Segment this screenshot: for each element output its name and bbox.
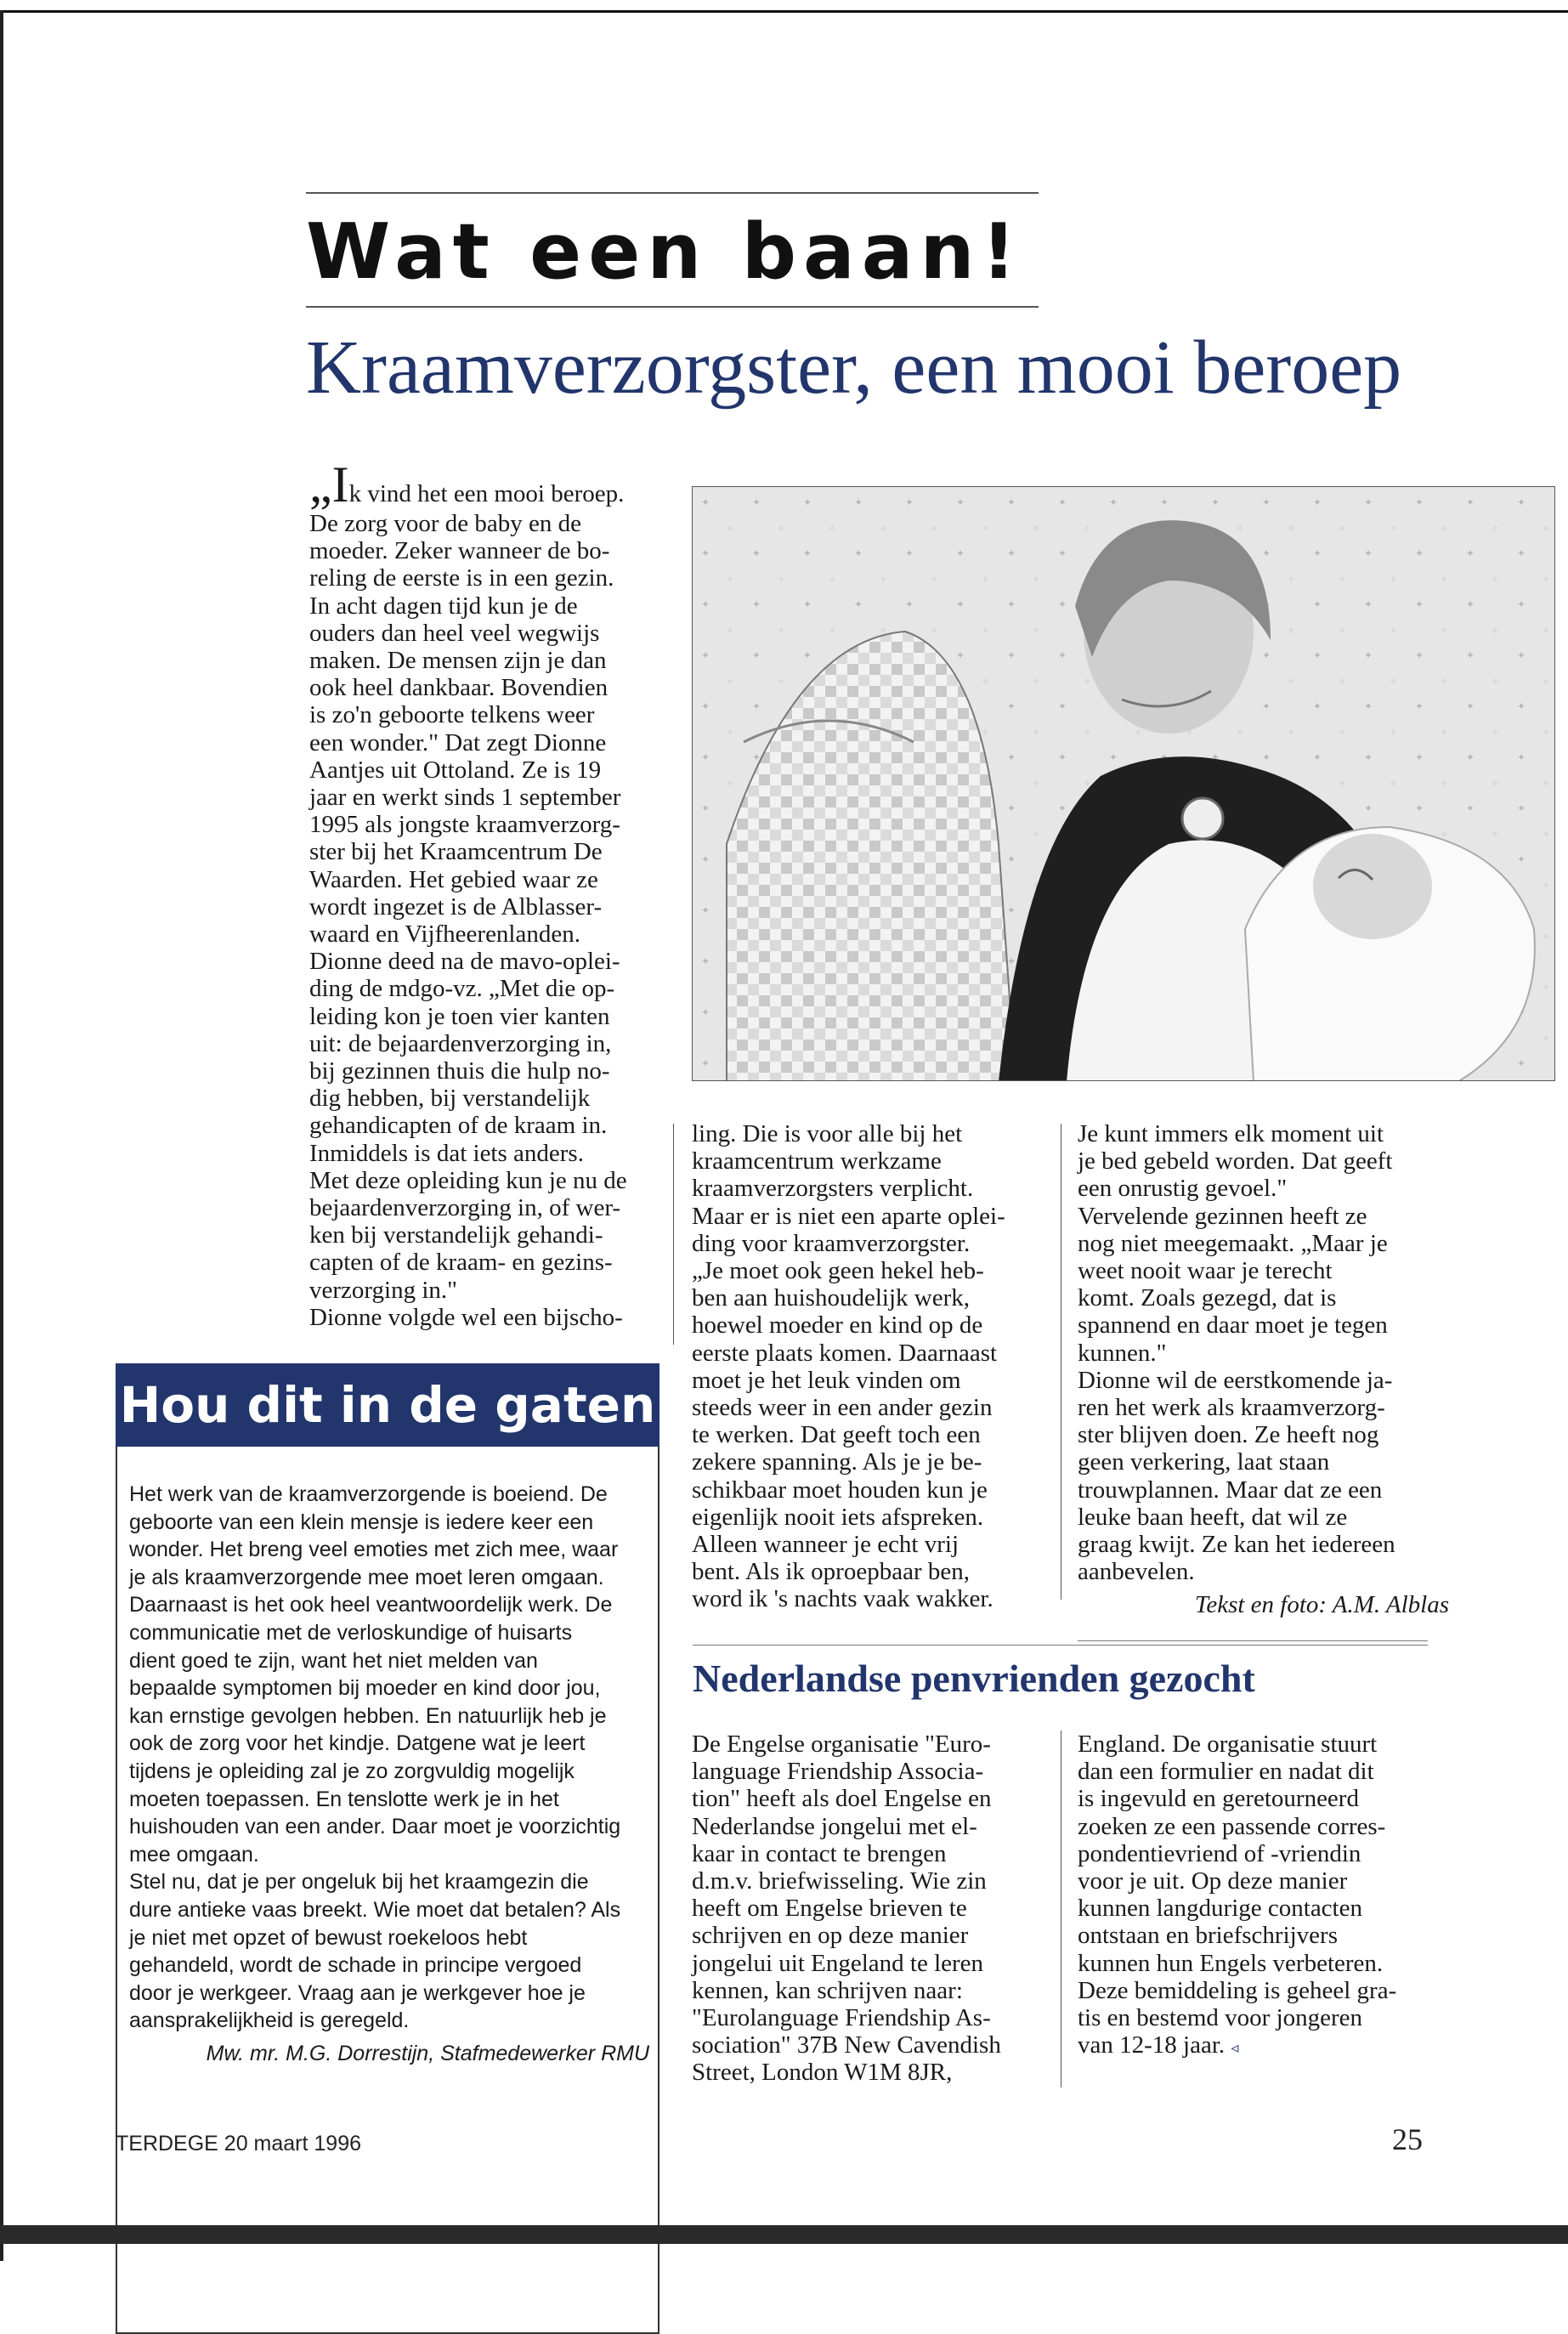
article-first-line: „Ik vind het een mooi beroep.: [309, 456, 625, 513]
info-box-line: mee omgaan.: [129, 1842, 259, 1867]
info-box-line: dure antieke vaas breekt. Wie moet dat betalen? Als: [129, 1897, 621, 1922]
article-line: jaar en werkt sinds 1 september: [309, 784, 621, 812]
article-line: ding de mdgo-vz. „Met die op-: [309, 975, 615, 1003]
section-line: schrijven en op deze manier: [692, 1922, 969, 1950]
page-border-top: [0, 10, 1568, 13]
article-line: aanbevelen.: [1078, 1558, 1195, 1586]
article-line: In acht dagen tijd kun je de: [309, 592, 578, 620]
section-line: is ingevuld en geretourneerd: [1078, 1785, 1359, 1813]
info-box-line: moeten toepassen. En tenslotte werk je in het: [129, 1787, 559, 1811]
article-line: ken bij verstandelijk gehandi-: [309, 1221, 603, 1249]
article-line: ster bij het Kraamcentrum De: [309, 838, 603, 866]
article-line: Waarden. Het gebied waar ze: [309, 865, 598, 893]
section-line: England. De organisatie stuurt: [1078, 1731, 1378, 1758]
article-line: bejaardenverzorging in, of wer-: [309, 1194, 621, 1222]
article-line: spannend en daar moet je tegen: [1078, 1311, 1388, 1340]
article-line: je bed gebeld worden. Dat geeft: [1078, 1147, 1393, 1175]
photo-mother-baby-illustration: [693, 487, 1555, 1081]
page-subtitle: Kraamverzorgster, een mooi beroep: [306, 326, 1402, 410]
info-box-line: huishouden van een ander. Daar moet je voorzichtig: [129, 1815, 621, 1839]
section-title: Nederlandse penvrienden gezocht: [693, 1657, 1255, 1700]
section-line: jongelui uit Engeland te leren: [692, 1949, 984, 1977]
section-line: kennen, kan schrijven naar:: [692, 1976, 963, 2004]
section-line: Nederlandse jongelui met el-: [692, 1812, 977, 1840]
info-box-line: wonder. Het breng veel emoties met zich mee, waar: [129, 1538, 619, 1562]
info-box-line: door je werkgeer. Vraag aan je werkgever hoe je: [129, 1980, 586, 2005]
article-line: graag kwijt. Ze kan het iedereen: [1078, 1531, 1395, 1559]
article-line: Alleen wanneer je echt vrij: [692, 1531, 959, 1559]
article-line: een wonder." Dat zegt Dionne: [309, 728, 607, 756]
section-line: "Eurolanguage Friendship As-: [692, 2004, 991, 2032]
article-line: hoewel moeder en kind op de: [692, 1311, 983, 1340]
article-line: trouwplannen. Maar dat ze een: [1078, 1476, 1383, 1504]
column-divider-1: [673, 1124, 674, 1345]
article-line: ouders dan heel veel wegwijs: [309, 619, 600, 647]
drop-cap: „I: [309, 456, 349, 513]
article-line: Met deze opleiding kun je nu de: [309, 1166, 627, 1194]
article-line: Maar er is niet een aparte oplei-: [692, 1202, 1005, 1230]
article-line: Dionne deed na de mavo-oplei-: [309, 948, 620, 976]
article-column-3: [1078, 1120, 1452, 1585]
article-line: „Je moet ook geen hekel heb-: [692, 1257, 984, 1285]
article-line: te werken. Dat geeft toch een: [692, 1421, 981, 1449]
section-column-1: [692, 1731, 1049, 2087]
article-line: Dionne wil de eerstkomende ja-: [1078, 1366, 1393, 1394]
article-column-1: [309, 456, 666, 1331]
section-line: tis en bestemd voor jongeren: [1078, 2004, 1363, 2032]
article-line: Vervelende gezinnen heeft ze: [1078, 1202, 1367, 1230]
article-line: Inmiddels is dat iets anders.: [309, 1139, 584, 1167]
article-line: dig hebben, bij verstandelijk: [309, 1085, 591, 1113]
article-line: schikbaar moet houden kun je: [692, 1476, 988, 1504]
article-line: leiding kon je toen vier kanten: [309, 1002, 610, 1030]
section-line: language Friendship Associa-: [692, 1758, 984, 1786]
title-rule-top: [306, 192, 1039, 194]
article-line: gehandicapten of de kraam in.: [309, 1112, 608, 1140]
section-rule: [693, 1645, 1428, 1646]
article-line: een onrustig gevoel.": [1078, 1175, 1288, 1203]
page-number: 25: [1392, 2122, 1423, 2156]
article-line: weet nooit waar je terecht: [1078, 1257, 1333, 1285]
section-line: dan een formulier en nadat dit: [1078, 1758, 1374, 1786]
info-box-line: dient goed te zijn, want het niet melden van: [129, 1648, 538, 1673]
article-line: eerste plaats komen. Daarnaast: [692, 1339, 998, 1367]
info-box-line: ook de zorg voor het kindje. Datgene wat je leert: [129, 1731, 586, 1756]
info-box-line: Stel nu, dat je per ongeluk bij het kraamgezin die: [129, 1870, 589, 1895]
article-photo: [692, 486, 1555, 1081]
article-line: ook heel dankbaar. Bovendien: [309, 674, 609, 702]
article-column-2: [692, 1120, 1049, 1613]
article-line: nog niet meegemaakt. „Maar je: [1078, 1229, 1388, 1257]
section-line: [1078, 2031, 1452, 2061]
info-box-line: bepaalde symptomen bij moeder en kind door jou,: [129, 1676, 601, 1701]
article-line: moet je het leuk vinden om: [692, 1366, 961, 1394]
section-line: d.m.v. briefwisseling. Wie zin: [692, 1867, 987, 1895]
section-line: De Engelse organisatie "Euro-: [692, 1731, 991, 1758]
section-line: heeft om Engelse brieven te: [692, 1895, 967, 1923]
article-line: 1995 als jongste kraamverzorg-: [309, 811, 620, 839]
article-line: word ik 's nachts vaak wakker.: [692, 1585, 993, 1613]
section-line: kunnen langdurige contacten: [1078, 1895, 1362, 1923]
info-box-signature: Mw. mr. M.G. Dorrestijn, Stafmedewerker RMU: [206, 2042, 649, 2065]
article-line: ster blijven doen. Ze heeft nog: [1078, 1421, 1379, 1449]
article-line: waard en Vijfheerenlanden.: [309, 921, 580, 949]
section-line: kunnen hun Engels verbeteren.: [1078, 1949, 1384, 1977]
article-line: Aantjes uit Ottoland. Ze is 19: [309, 756, 602, 784]
credit-rule: [1078, 1640, 1428, 1641]
article-line: wordt ingezet is de Alblasser-: [309, 892, 603, 921]
article-line: maken. De mensen zijn je dan: [309, 647, 607, 675]
article-line: kraamcentrum werkzame: [692, 1147, 942, 1175]
page-border-bottom: [0, 2225, 1568, 2244]
article-line: kraamverzorgsters verplicht.: [692, 1175, 974, 1203]
end-line-text: van 12-18 jaar.: [1078, 2031, 1226, 2059]
article-line: Dionne volgde wel een bijscho-: [309, 1303, 623, 1331]
info-box-line: Het werk van de kraamverzorgende is boeiend. De: [129, 1482, 608, 1506]
article-line: ren het werk als kraamverzorg-: [1078, 1394, 1385, 1422]
article-line: De zorg voor de baby en de: [309, 510, 581, 537]
info-box-line: je niet met opzet of bewust roekeloos hebt: [129, 1925, 528, 1950]
section-line: Street, London W1M 8JR,: [692, 2059, 953, 2087]
article-line: Je kunt immers elk moment uit: [1078, 1120, 1384, 1147]
article-line: capten of de kraam- en gezins-: [309, 1249, 613, 1277]
info-box-line: kan ernstige gevolgen hebben. En natuurlijk heb je: [129, 1703, 607, 1728]
section-line: kaar in contact te brengen: [692, 1839, 947, 1867]
section-line: tion" heeft als doel Engelse en: [692, 1785, 992, 1813]
article-line: reling de eerste is in een gezin.: [309, 564, 614, 592]
page-border-left: [0, 10, 3, 2261]
article-line: verzorging in.": [309, 1276, 457, 1304]
article-line: leuke baan heeft, dat wil ze: [1078, 1503, 1348, 1531]
article-line: steeds weer in een ander gezin: [692, 1394, 993, 1422]
footer-issue: TERDEGE 20 maart 1996: [116, 2132, 362, 2156]
article-line: ling. Die is voor alle bij het: [692, 1120, 963, 1147]
article-line: eigenlijk nooit iets afspreken.: [692, 1503, 984, 1531]
article-line: ben aan huishoudelijk werk,: [692, 1284, 970, 1312]
article-line: zekere spanning. Als je je be-: [692, 1448, 982, 1476]
section-line: pondentievriend of -vriendin: [1078, 1839, 1361, 1867]
section-line: Deze bemiddeling is geheel gra-: [1078, 1976, 1397, 2004]
end-mark-icon: ◃: [1231, 2039, 1239, 2057]
article-line: is zo'n geboorte telkens weer: [309, 701, 595, 729]
article-line: uit: de bejaardenverzorging in,: [309, 1029, 612, 1057]
info-box-line: aansprakelijkheid is geregeld.: [129, 2008, 410, 2033]
info-box-line: tijdens je opleiding zal je zo zorgvuldig mogelijk: [129, 1759, 575, 1783]
info-box-line: Daarnaast is het ook heel veantwoordelijk werk. De: [129, 1593, 613, 1617]
title-rule-bottom: [306, 306, 1039, 308]
info-box-line: communicatie met de verloskundige of huisarts: [129, 1620, 573, 1645]
article-line: bent. Als ik oproepbaar ben,: [692, 1558, 970, 1586]
info-box-title: Hou dit in de gaten: [116, 1363, 659, 1447]
article-line: kunnen.": [1078, 1339, 1167, 1367]
article-line: moeder. Zeker wanneer de bo-: [309, 537, 610, 565]
info-box-line: gehandeld, wordt de schade in principe vergoed: [129, 1953, 582, 1978]
section-line: zoeken ze een passende corres-: [1078, 1812, 1386, 1840]
article-line: geen verkering, laat staan: [1078, 1448, 1330, 1476]
article-line: komt. Zoals gezegd, dat is: [1078, 1284, 1337, 1312]
info-box-line: je als kraamverzorgende mee moet leren omgaan.: [129, 1565, 604, 1589]
page-title: Wat een baan!: [306, 207, 1023, 297]
section-column-2: [1078, 1731, 1452, 2061]
section-line: ontstaan en briefschrijvers: [1078, 1922, 1339, 1950]
article-line: ding voor kraamverzorgster.: [692, 1229, 971, 1257]
photo-credit: Tekst en foto: A.M. Alblas: [1194, 1591, 1449, 1618]
section-line: voor je uit. Op deze manier: [1078, 1867, 1348, 1895]
section-line: sociation" 37B New Cavendish: [692, 2031, 1001, 2059]
info-box-line: geboorte van een klein mensje is iedere keer een: [129, 1510, 594, 1534]
info-box-text: [129, 1481, 649, 2035]
article-line: bij gezinnen thuis die hulp no-: [309, 1057, 610, 1085]
